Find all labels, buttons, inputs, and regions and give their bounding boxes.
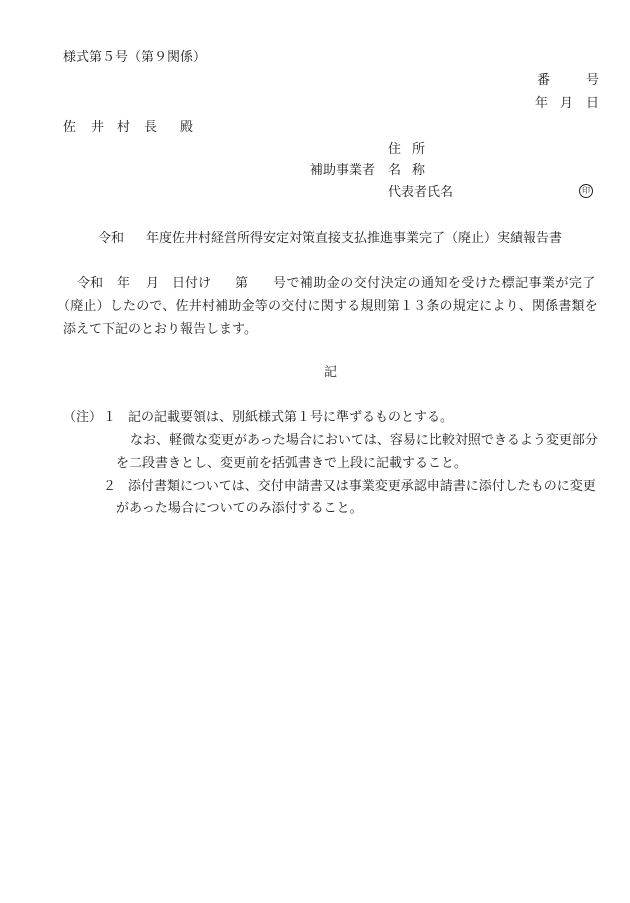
- document-number-suffix: 号: [586, 73, 600, 88]
- body-line-3: 添えて下記のとおり報告します。: [63, 322, 257, 337]
- form-number: 様式第５号（第９関係）: [63, 50, 207, 65]
- ki-heading: 記: [324, 365, 338, 380]
- note-1-text: 記の記載要領は、別紙様式第１号に準ずるものとする。: [128, 410, 454, 425]
- address-label-char: 住: [388, 142, 402, 157]
- name-label-char: 名: [388, 163, 402, 178]
- addressee-char: 長: [144, 120, 158, 135]
- date-day-label: 日: [586, 96, 600, 111]
- body-era: 令和: [77, 276, 104, 291]
- note-label: （注）: [63, 410, 103, 425]
- addressee-char: 井: [91, 120, 105, 135]
- addressee-char: 村: [117, 120, 131, 135]
- body-day: 日付け: [172, 276, 212, 291]
- note-2-text: 添付書類については、交付申請書又は事業変更承認申請書に添付したものに変更: [128, 479, 596, 494]
- name-label: [388, 163, 426, 178]
- seal-mark: 印: [579, 184, 593, 198]
- document-number-label: 番: [537, 73, 551, 88]
- note-1-number: １: [103, 410, 117, 425]
- representative-label: 代表者氏名: [388, 185, 454, 200]
- date-year-label: 年: [535, 96, 549, 111]
- date-month-label: 月: [560, 96, 574, 111]
- title-era: 令和: [98, 231, 125, 246]
- body-year: 年: [117, 276, 131, 291]
- body-month: 月: [146, 276, 160, 291]
- name-label-char: 称: [412, 163, 426, 178]
- note-1-continuation: を二段書きとし、変更前を括弧書きで上段に記載すること。: [116, 456, 468, 471]
- body-line-2: （廃止）したので、佐井村補助金等の交付に関する規則第１３条の規定により、関係書類を: [57, 299, 598, 314]
- address-label: [388, 142, 426, 157]
- document-title: 年度佐井村経営所得安定対策直接支払推進事業完了（廃止）実績報告書: [146, 231, 563, 246]
- note-2-number: ２: [103, 479, 117, 494]
- addressee-honorific: 殿: [180, 120, 194, 135]
- address-label-char: 所: [412, 142, 426, 157]
- addressee-char: 佐: [63, 120, 77, 135]
- body-text: 号で補助金の交付決定の通知を受けた標記事業が完了: [273, 276, 596, 291]
- note-2-continuation: があった場合についてのみ添付すること。: [116, 501, 363, 516]
- body-dai: 第: [235, 276, 249, 291]
- applicant-label: 補助事業者: [310, 163, 376, 178]
- note-1-continuation: なお、軽微な変更があった場合においては、容易に比較対照できるよう変更部分: [130, 433, 598, 448]
